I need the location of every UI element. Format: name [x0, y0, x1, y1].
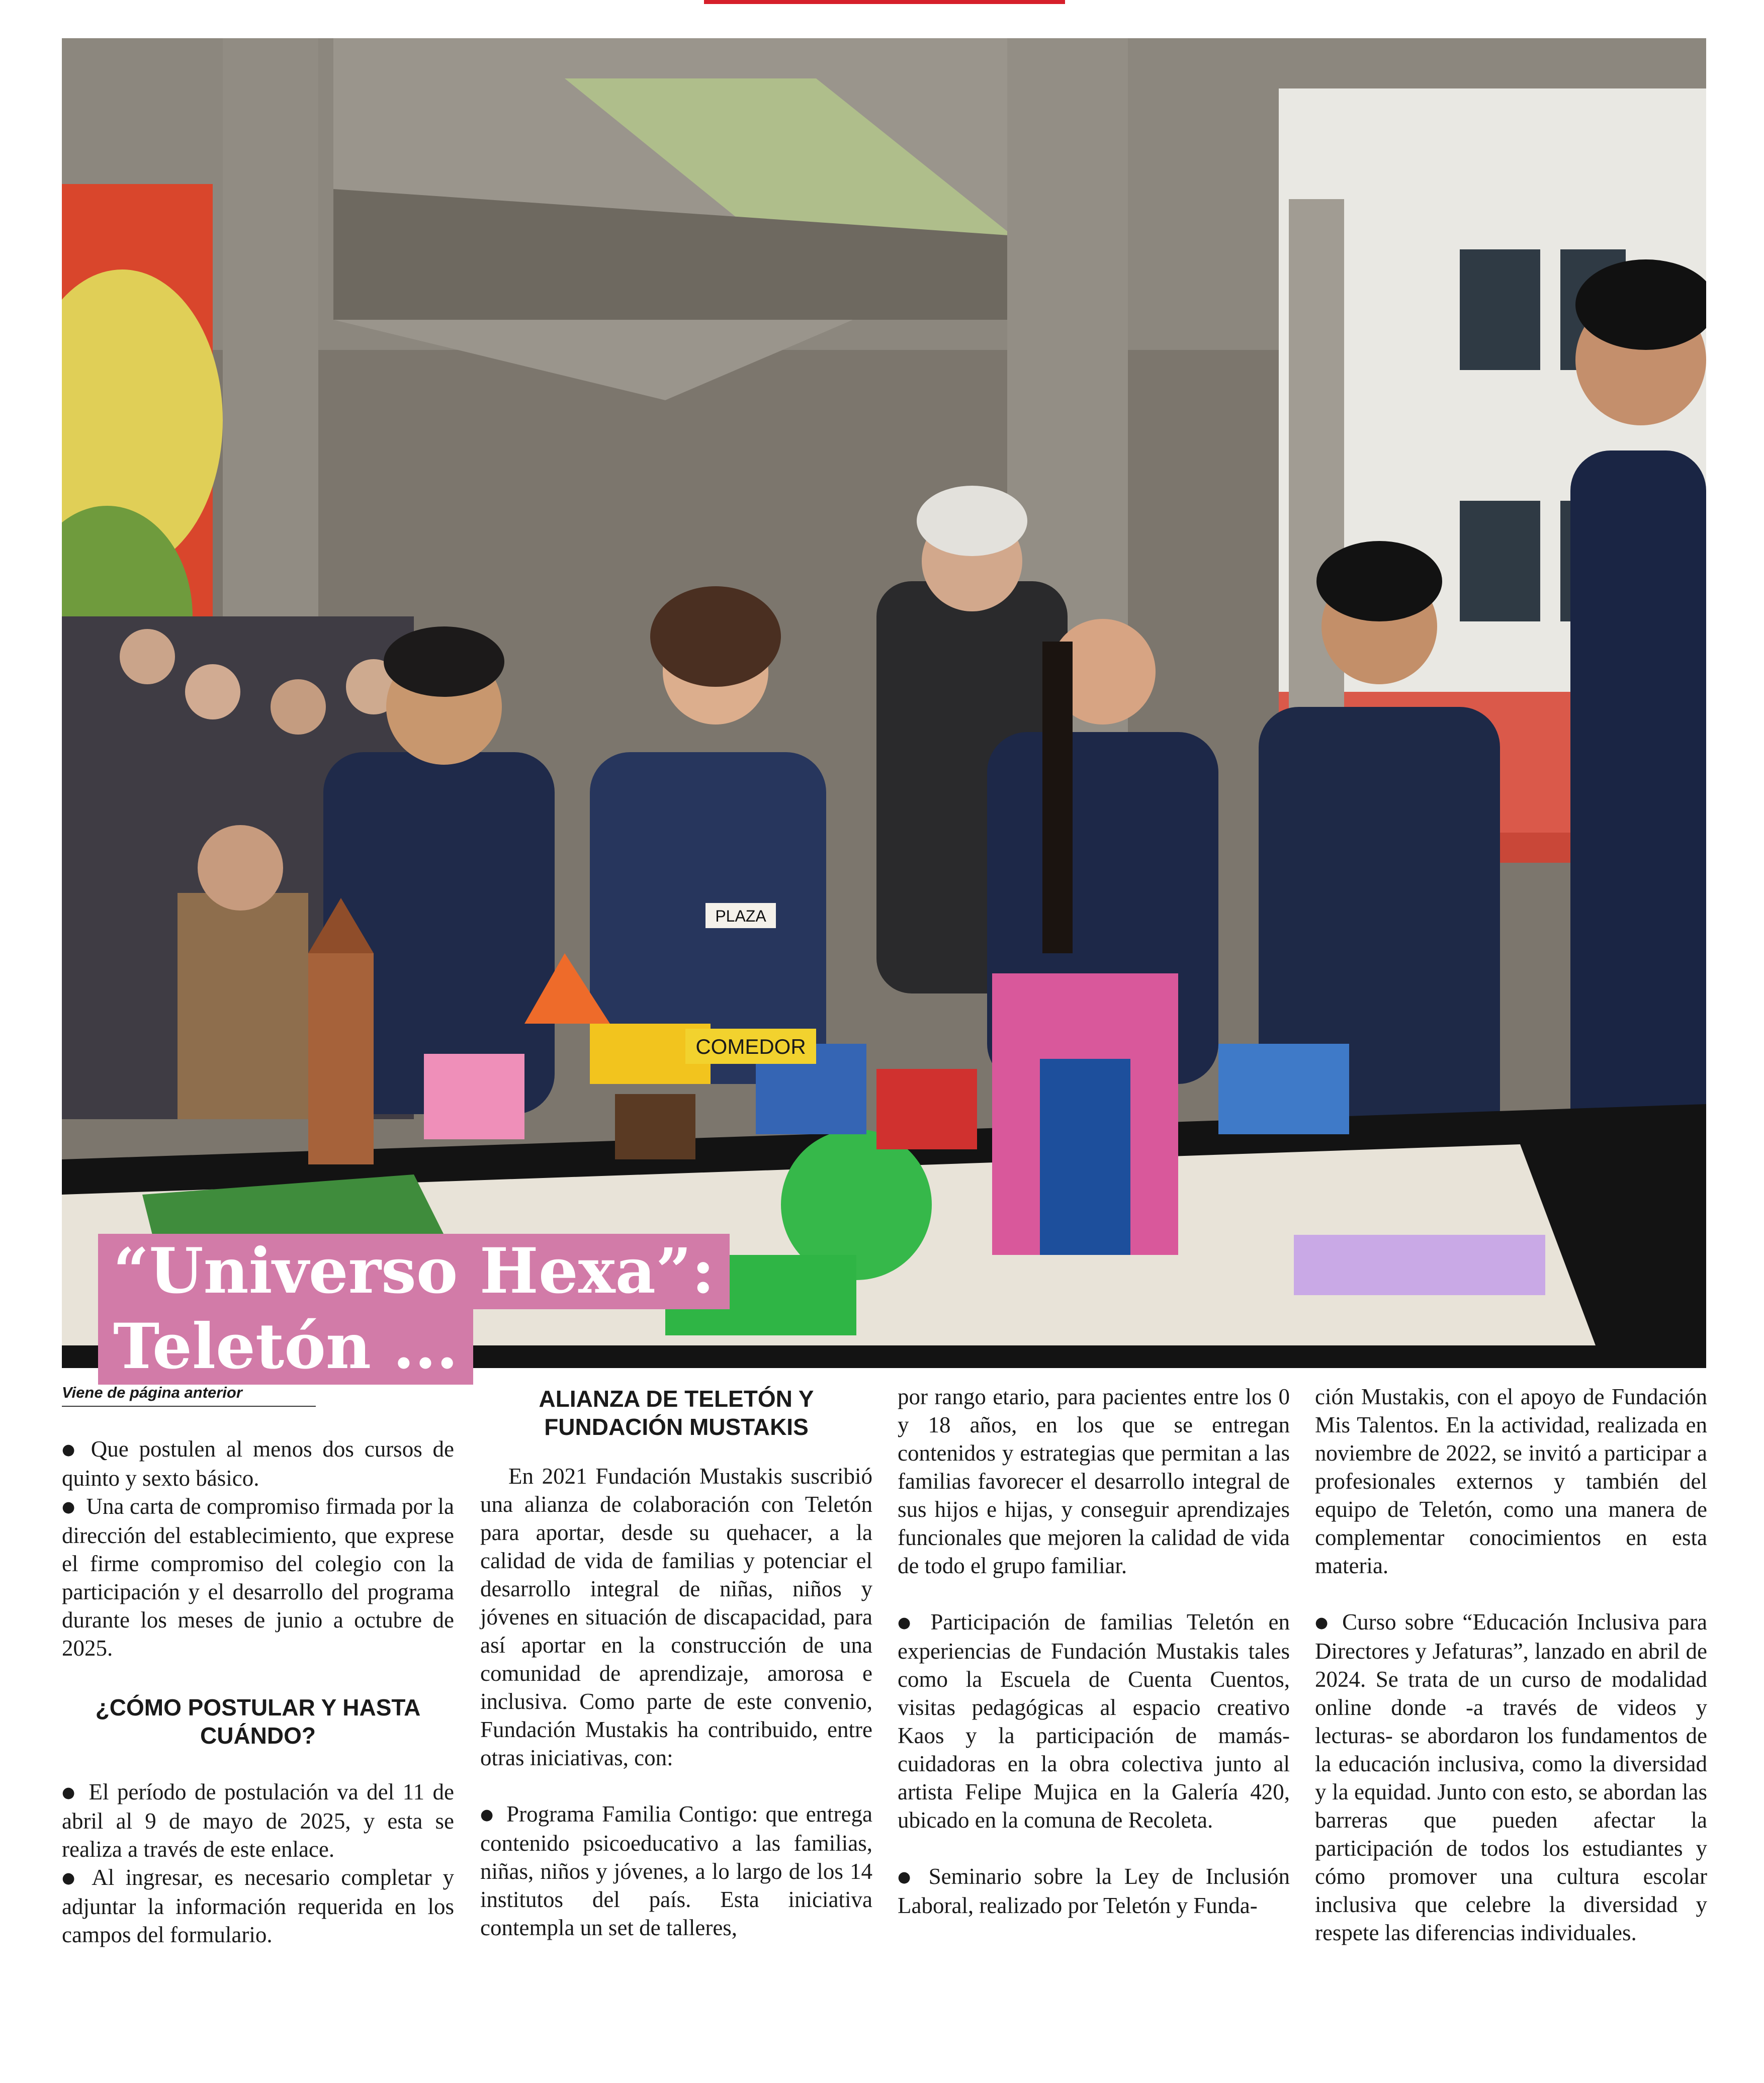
section-color-bar: [704, 0, 1065, 4]
bullet-icon: ●: [62, 1498, 75, 1516]
initiative-continuation: por rango etario, para pacientes entre los 0 y 18 años, en los que se entregan contenidos y estrategias que permitan a las familias favorecer el desarrollo integral de sus hijos e hijas, y conseguir aprendizajes funcionales que mejoren la calidad de vida de todo el grupo familiar.: [898, 1384, 1290, 1578]
list-item: [1315, 1608, 1707, 1947]
initiative-text: Curso sobre “Educación Inclusiva para Directores y Jefaturas”, lanzado en abril de 2024. Se trata de un curso de modalidad online donde -a través de videos y lecturas- se abordaron los fundamentos de la educación inclusiva, como la diversidad y la equidad. Junto con esto, se abordan las barreras que pueden afectar la participación de todos los estudiantes y cómo promover una cultura escolar inclusiva que celebre la diversidad y respete las diferencias individuales.: [1315, 1609, 1707, 1945]
list-item: [62, 1778, 454, 1863]
bullet-icon: ●: [898, 1614, 920, 1632]
plaza-sign-label: PLAZA: [715, 907, 766, 925]
list-item: [898, 1862, 1290, 1920]
photo-illustration: [62, 38, 1706, 1368]
bullet-icon: ●: [62, 1441, 80, 1459]
requirement-text: Una carta de compromiso firmada por la dirección del establecimiento, que exprese el firme compromiso del colegio con la participación y el desarrollo del programa durante los meses de junio a octubre de 2025.: [62, 1494, 454, 1661]
article-photo: [62, 38, 1706, 1368]
text-column-3: [898, 1383, 1290, 1920]
text-column-4: [1315, 1383, 1707, 1947]
how-to-text: Al ingresar, es necesario completar y adjuntar la información requerida en los campos del formulario.: [62, 1865, 454, 1947]
initiative-text: Programa Familia Contigo: que entrega contenido psicoeducativo a las familias, niñas, niños y jóvenes, a lo largo de los 14 institutos del país. Esta iniciativa contempla un set de talleres,: [480, 1801, 872, 1940]
list-item: [898, 1608, 1290, 1834]
requirement-text: Que postulen al menos dos cursos de quinto y sexto básico.: [62, 1436, 454, 1491]
text-column-1: [62, 1383, 454, 1949]
comedor-sign-label: COMEDOR: [695, 1035, 806, 1058]
list-item: [62, 1863, 454, 1949]
section-heading-alliance: ALIANZA DE TELETÓN Y FUNDACIÓN MUSTAKIS: [539, 1386, 814, 1440]
bullet-icon: ●: [62, 1784, 78, 1801]
how-to-text: El período de postulación va del 11 de abril al 9 de mayo de 2025, y esta se realiza a través de este enlace.: [62, 1779, 454, 1862]
bullet-icon: ●: [898, 1868, 918, 1886]
headline-line-1: “Universo Hexa”:: [98, 1234, 730, 1309]
list-item: [62, 1492, 454, 1662]
initiative-continuation: ción Mustakis, con el apoyo de Fundación Mis Talentos. En la actividad, realizada en noviembre de 2022, se invitó a participar a profesionales externos y también del equipo de Teletón, como una manera de complementar conocimientos en esta materia.: [1315, 1384, 1707, 1578]
section-heading-how-to-apply: ¿CÓMO POSTULAR Y HASTA CUÁNDO?: [95, 1694, 421, 1749]
initiative-text: Participación de familias Teletón en experiencias de Fundación Mustakis tales como la Escuela de Cuenta Cuentos, visitas pedagógicas al espacio creativo Kaos y la participación de mamás-cuidadoras en la obra colectiva junto al artista Felipe Mujica en la Galería 420, ubicado en la comuna de Recoleta.: [898, 1609, 1290, 1833]
headline-line-2: Teletón ...: [98, 1309, 473, 1385]
bullet-icon: ●: [480, 1806, 496, 1824]
alliance-intro-paragraph: En 2021 Fundación Mustakis suscribió una alianza de colaboración con Teletón para aportar, desde su quehacer, a la calidad de vida de familias y potenciar el desarrollo integral de niñas, niños y jóvenes en situación de discapacidad, para así aportar en la construcción de una comunidad de aprendizaje, amorosa e inclusiva. Como parte de este convenio, Fundación Mustakis ha contribuido, entre otras iniciativas, con:: [480, 1464, 872, 1770]
list-item: [480, 1800, 872, 1942]
bullet-icon: ●: [62, 1869, 81, 1887]
continued-from-note: Viene de página anterior: [62, 1383, 316, 1407]
list-item: [62, 1435, 454, 1492]
initiative-text: Seminario sobre la Ley de Inclusión Laboral, realizado por Teletón y Funda-: [898, 1864, 1290, 1918]
text-column-2: [480, 1383, 872, 1942]
bullet-icon: ●: [1315, 1614, 1332, 1632]
